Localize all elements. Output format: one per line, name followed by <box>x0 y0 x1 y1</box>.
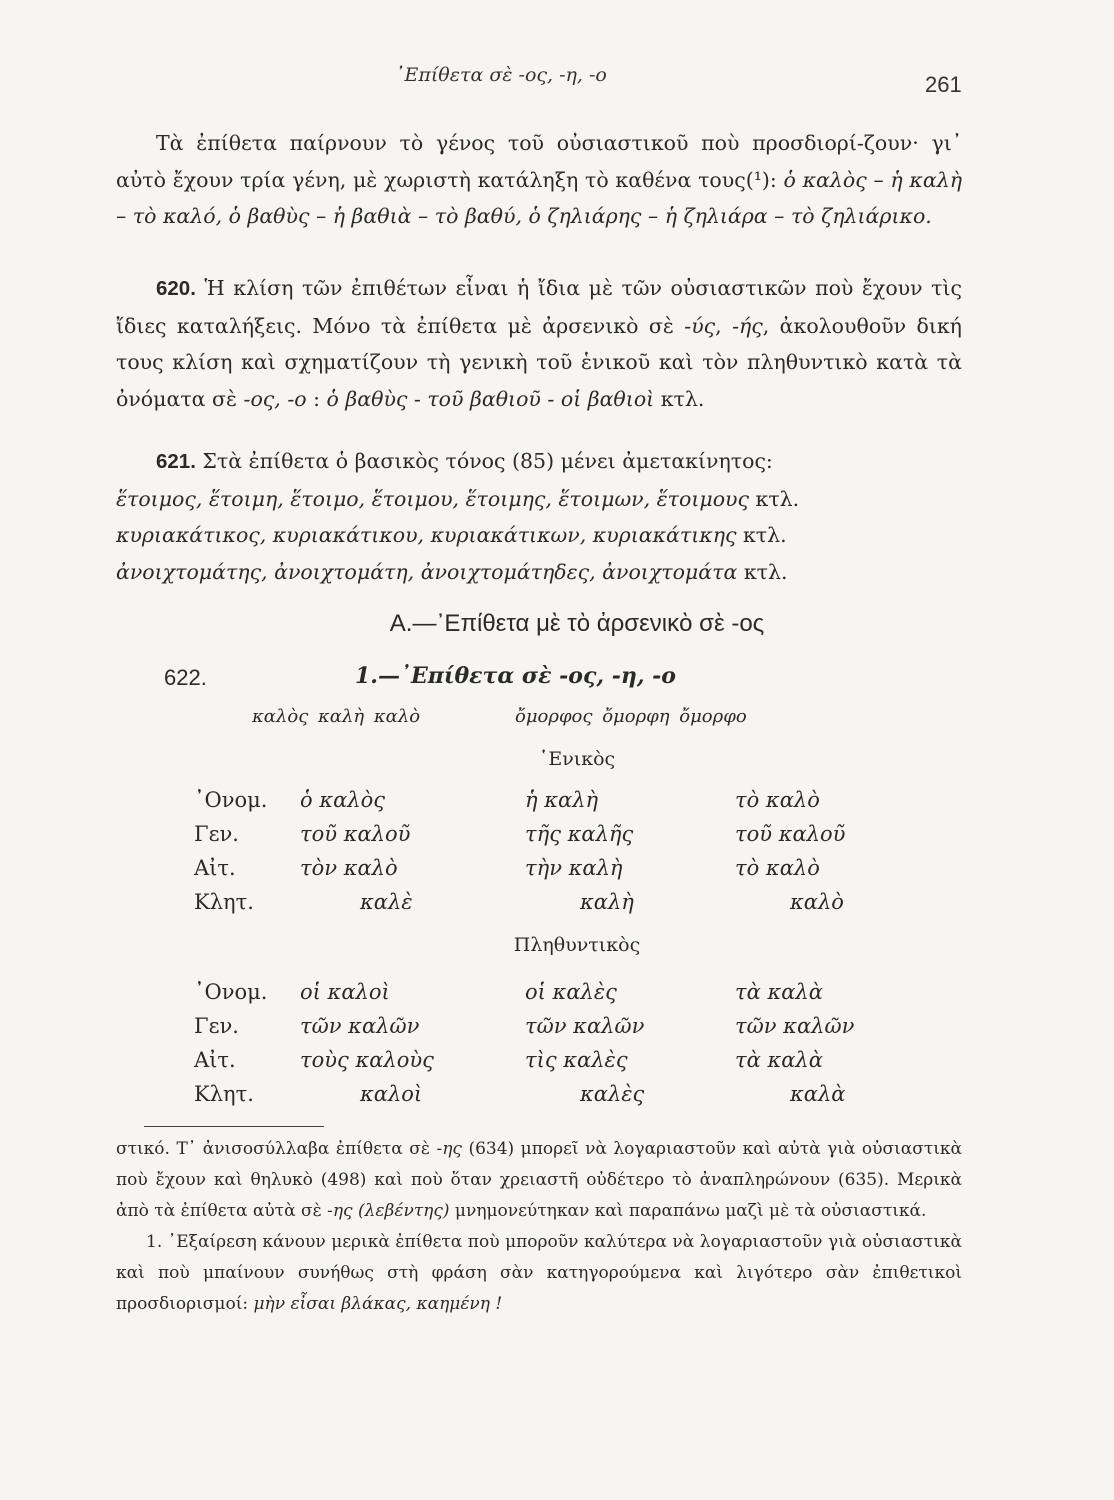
case-label: ᾿Ονομ. <box>194 788 268 812</box>
fn-cont-suffix: -ης <box>436 1139 462 1159</box>
page-number: 261 <box>925 72 962 97</box>
paragraph-620-text <box>116 270 962 417</box>
table-row <box>0 1082 1114 1116</box>
masculine-form: τοῦ καλοῦ <box>300 822 411 846</box>
running-head: ᾿Επίθετα σὲ -ος, -η, -ο <box>395 64 607 86</box>
p620-suffix-2: -ής <box>732 313 763 338</box>
feminine-form: τὶς καλὲς <box>525 1048 628 1072</box>
masculine-form: καλοὶ <box>360 1082 423 1106</box>
p620-etc: κτλ. <box>654 386 705 411</box>
neuter-form: τὰ καλὰ <box>735 1048 823 1072</box>
table-row <box>0 822 1114 856</box>
feminine-form: οἱ καλὲς <box>525 980 617 1004</box>
p621-example-2: κυριακάτικος, κυριακάτικου, κυριακάτικων, κυριακάτικης <box>116 523 737 547</box>
section-title: Α.—᾿Επίθετα μὲ τὸ ἀρσενικὸ σὲ -ος <box>389 610 765 637</box>
paragraph-621-text <box>116 443 962 481</box>
feminine-form: καλὴ <box>580 890 634 914</box>
p621-example-1: ἕτοιμος, ἕτοιμη, ἕτοιμο, ἕτοιμου, ἕτοιμης, ἕτοιμων, ἕτοιμους <box>116 486 749 511</box>
p620-text-2: , ἀκολουθοῦν δική τους κλίση καὶ σχηματίζουν τὴ γενικὴ τοῦ ἑνικοῦ καὶ τὸν πληθυντικὸ κατὰ τὰ ὀνόματα σὲ <box>116 313 962 411</box>
masculine-form: τοὺς καλοὺς <box>300 1048 434 1072</box>
model-adjective-kalos: καλὸς καλὴ καλὸ <box>252 706 421 727</box>
masculine-form: τῶν καλῶν <box>300 1014 420 1038</box>
feminine-form: ἡ καλὴ <box>525 788 599 812</box>
table-row <box>0 1048 1114 1082</box>
neuter-form: καλὸ <box>790 890 844 914</box>
fn-cont-example: (λεβέντης) <box>352 1201 450 1221</box>
case-label: Γεν. <box>194 822 239 846</box>
case-label: Γεν. <box>194 1014 239 1038</box>
p620-suffix-3: -ος, -ο <box>243 386 307 411</box>
case-label: ᾿Ονομ. <box>194 980 268 1004</box>
table-row <box>0 980 1114 1014</box>
p621-etc-1: κτλ. <box>749 486 800 511</box>
paragraph-number: 621. <box>156 450 196 473</box>
fn-cont-suffix-2: -ης <box>327 1201 353 1221</box>
feminine-form: καλὲς <box>580 1082 645 1106</box>
case-label: Αἰτ. <box>194 1048 236 1072</box>
model-adjective-omorfos: ὄμορφος ὄμορφη ὄμορφο <box>515 706 747 727</box>
feminine-form: τὴν καλὴ <box>525 856 623 880</box>
fn-cont-text-c: μνημονεύτηκαν καὶ παραπάνω μαζὶ μὲ τὰ οὐσιαστικά. <box>449 1201 927 1221</box>
p620-comma: , <box>715 313 733 338</box>
case-label: Αἰτ. <box>194 856 236 880</box>
intro-paragraph <box>116 125 962 235</box>
masculine-form: οἱ καλοὶ <box>300 980 390 1004</box>
masculine-form: τὸν καλὸ <box>300 856 398 880</box>
p621-etc-2: κτλ. <box>736 523 787 547</box>
fn1-example: μὴν εἶσαι βλάκας, καημένη ! <box>253 1294 503 1314</box>
neuter-form: τῶν καλῶν <box>735 1014 855 1038</box>
intro-line-2: ζουν· γι᾿ αὐτὸ ἔχουν τρία γένη, μὲ χωριστὴ κατάληξη τὸ καθένα τους(¹): <box>116 131 962 192</box>
p620-example: ὁ βαθὺς - τοῦ βαθιοῦ - οἱ βαθιοὶ <box>326 386 655 411</box>
p620-suffix-1: -ύς <box>684 313 716 338</box>
intro-line-1: Τὰ ἐπίθετα παίρνουν τὸ γένος τοῦ οὐσιαστικοῦ ποὺ προσδιορί- <box>156 131 864 155</box>
neuter-form: τὸ καλὸ <box>735 856 820 880</box>
subsection-title: 1.—᾿Επίθετα σὲ -ος, -η, -ο <box>355 663 676 689</box>
fn-cont-text-b: (634) μπορεῖ νὰ λογαριαστοῦν καὶ αὐτὰ γιὰ οὐσιαστικὰ ποὺ ἔχουν καὶ θηλυκὸ (498) καὶ ποὺ ὅταν χρειαστῆ οὐδέτερο τὸ ἀναπληρώνουν (635). Μερικὰ ἀπὸ τὰ ἐπίθετα αὐτὰ σὲ <box>116 1139 962 1221</box>
paragraph-number: 622. <box>164 665 207 690</box>
masculine-form: καλὲ <box>360 890 413 914</box>
table-row <box>0 856 1114 890</box>
fn-cont-text-a: στικό. Τ᾿ ἀνισοσύλλαβα ἐπίθετα σὲ <box>116 1139 437 1159</box>
footnote-continuation <box>116 1134 962 1227</box>
table-row <box>0 788 1114 822</box>
p621-example-line-3 <box>116 554 962 591</box>
case-label: Κλητ. <box>194 890 254 914</box>
footnotes <box>116 1134 962 1320</box>
p621-example-3: ἀνοιχτομάτης, ἀνοιχτομάτη, ἀνοιχτομάτηδες, ἀνοιχτομάτα <box>116 559 738 584</box>
fn1-text: 1. ᾿Εξαίρεση κάνουν μερικὰ ἐπίθετα ποὺ μποροῦν καλύτερα νὰ λογαριαστοῦν γιὰ οὐσιαστικὰ καὶ ποὺ μπαίνουν συνήθως στὴ φράση σὰν κατηγορούμενα καὶ λιγότερο σὰν ἐπιθετικοὶ προσδιορισμοί: <box>116 1232 962 1314</box>
singular-label: ῾Ενικὸς <box>538 748 616 770</box>
intro-examples: ὁ καλὸς – ἡ καλὴ – τὸ καλό, ὁ βαθὺς – ἡ βαθιὰ – τὸ βαθύ, ὁ ζηλιάρης – ἡ ζηλιάρα – τὸ ζηλιάρικο. <box>116 167 962 228</box>
footnote-1 <box>116 1227 962 1320</box>
p621-example-line-2 <box>116 517 962 554</box>
paragraph-621 <box>116 443 962 590</box>
case-label: Κλητ. <box>194 1082 254 1106</box>
p621-example-line-1 <box>116 481 962 518</box>
neuter-form: καλὰ <box>790 1082 846 1106</box>
neuter-form: τοῦ καλοῦ <box>735 822 846 846</box>
intro-text <box>116 125 962 235</box>
p620-text-1: Ἡ κλίση τῶν ἐπιθέτων εἶναι ἡ ἴδια μὲ τῶν οὐσιαστικῶν ποὺ ἔχουν τὶς ἴδιες καταλήξεις. Μόνο τὰ ἐπίθετα μὲ ἀρσενικὸ σὲ <box>116 276 962 338</box>
feminine-form: τῆς καλῆς <box>525 822 634 846</box>
masculine-form: ὁ καλὸς <box>300 788 385 812</box>
neuter-form: τὸ καλὸ <box>735 788 820 812</box>
neuter-form: τὰ καλὰ <box>735 980 823 1004</box>
table-row <box>0 890 1114 924</box>
footnote-divider <box>144 1126 324 1127</box>
paragraph-620 <box>116 270 962 417</box>
p620-colon: : <box>306 386 327 411</box>
p621-etc-3: κτλ. <box>737 559 788 584</box>
table-row <box>0 1014 1114 1048</box>
plural-label: Πληθυντικὸς <box>513 934 641 956</box>
paragraph-number: 620. <box>156 277 196 300</box>
feminine-form: τῶν καλῶν <box>525 1014 645 1038</box>
p621-text: Στὰ ἐπίθετα ὁ βασικὸς τόνος (85) μένει ἀμετακίνητος: <box>195 449 773 473</box>
